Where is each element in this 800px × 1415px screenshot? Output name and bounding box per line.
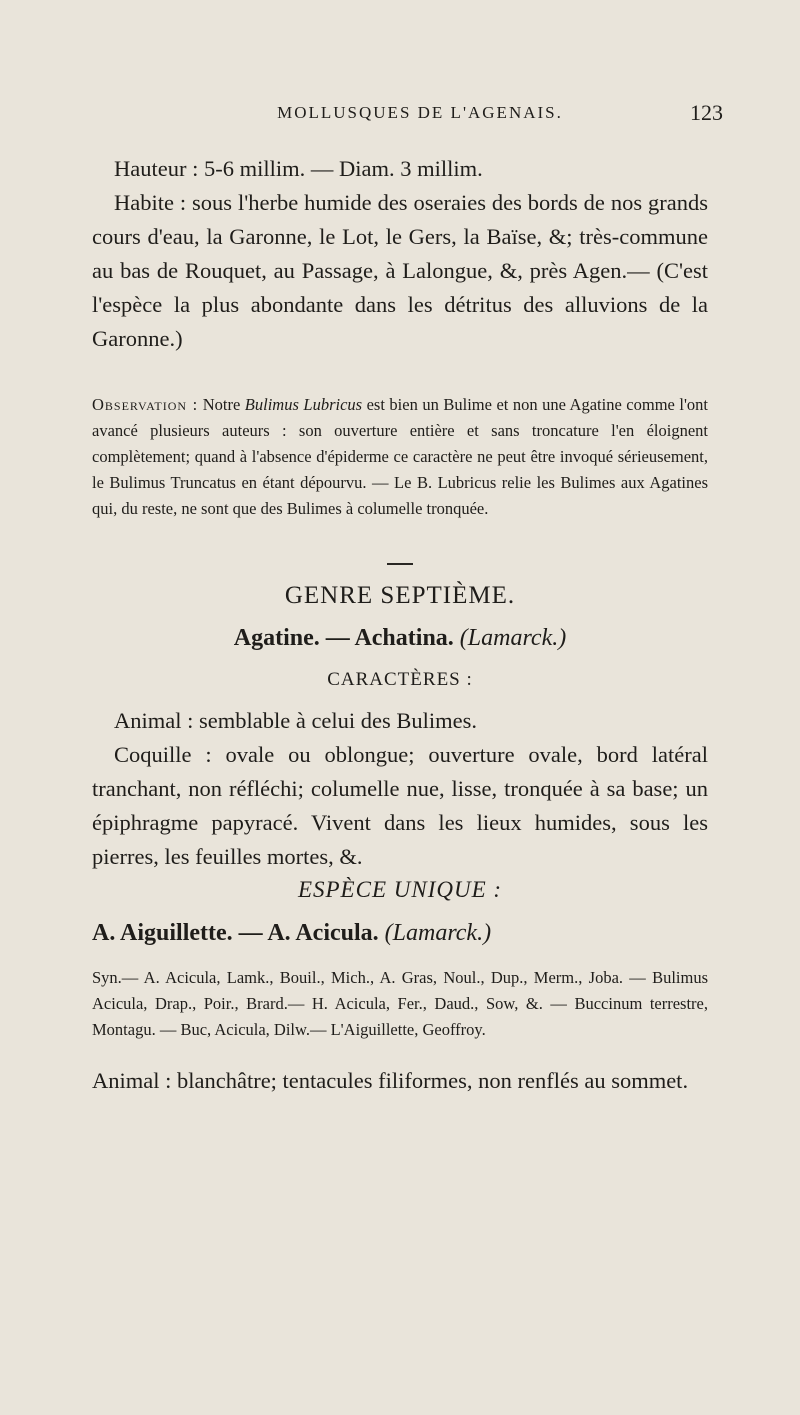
genre-author: (Lamarck.) [459,625,567,651]
observation-text-1: Notre [202,395,245,414]
caracteres-heading: CARACTÈRES : [327,669,473,690]
observation-species: Bulimus Lubricus [244,395,363,414]
section-divider [92,563,708,565]
animal-paragraph [92,704,708,738]
habitat-paragraph [92,186,708,356]
running-title: MOLLUSQUES DE L'AGENAIS. [277,103,563,122]
coquille-paragraph [92,738,708,874]
observation-text-2: est bien un Bulime et non une Agatine comme l'ont avancé plusieurs auteurs : son ouverture entière et sans troncature l'en éloignent complètement; quand à l'absence d'épiderme ce caractère ne peut être invoqué sérieusement, le Bulimus Truncatus en étant dépourvu. — Le B. Lubricus relie les Bulimes aux Agatines qui, du reste, ne sont que des Bulimes à columelle tronquée. [92,395,709,518]
measurements-paragraph [92,152,708,186]
species-animal-text: Animal : blanchâtre; tentacules filiformes, non renflés au sommet. [92,1068,689,1093]
observation-label: Observation : [92,395,199,414]
divider-rule [387,563,413,565]
species-animal-paragraph [92,1064,708,1098]
synonymy-text: Syn.— A. Acicula, Lamk., Bouil., Mich., A. Gras, Noul., Dup., Merm., Joba. — Bulimus Acicula, Drap., Poir., Brard.— H. Acicula, Fer., Daud., Sow, &. — Buccinum terrestre, Montagu. — Buc, Acicula, Dilw.— L'Aiguillette, Geoffroy. [92,968,708,1039]
habitat-text: Habite : sous l'herbe humide des oseraies des bords de nos grands cours d'eau, la Garonne, le Lot, le Gers, la Baïse, &; très-commune au bas de Rouquet, au Passage, à Lalongue, &, près Agen.— (C'est l'espèce la plus abondante dans les détritus des alluvions de la Garonne.) [92,190,708,351]
animal-text: Animal : semblable à celui des Bulimes. [114,708,478,733]
genre-title: GENRE SEPTIÈME. [284,582,516,609]
species-author: (Lamarck.) [384,920,492,946]
genre-name: Agatine. — Achatina. [233,625,454,651]
species-name: A. Aiguillette. — A. Acicula. [92,920,379,946]
page-number: 123 [690,100,723,125]
hauteur-text: Hauteur : 5-6 millim. — Diam. 3 millim. [114,156,483,181]
hauteur-line [92,152,708,186]
synonymy-paragraph [92,965,708,1043]
coquille-text: Coquille : ovale ou oblongue; ouverture ovale, bord latéral tranchant, non réfléchi; columelle nue, lisse, tronquée à sa base; un épiphragme papyracé. Vivent dans les lieux humides, sous les pierres, les feuilles mortes, &. [92,742,708,869]
genre-name-line [92,625,708,652]
observation-paragraph [92,392,708,522]
species-heading: ESPÈCE UNIQUE : [297,877,503,902]
species-name-line [92,920,708,947]
